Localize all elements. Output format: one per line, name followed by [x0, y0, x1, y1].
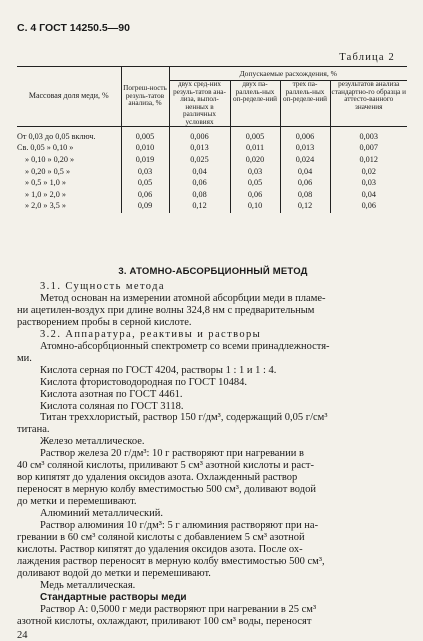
text-line: титана.: [17, 424, 50, 436]
text-line: лаждения раствор переносят в мерную колбу вместимостью 500 см³,: [17, 555, 325, 567]
text-line: переносят в мерную колбу вместимостью 500 см³, доливают водой: [17, 484, 316, 496]
tolerance-table: [17, 66, 407, 213]
value-cell: 0,12: [169, 201, 230, 213]
value-cell: 0,05: [230, 178, 280, 190]
value-cell: 0,019: [121, 155, 169, 167]
table-row: [17, 143, 407, 155]
col-header-error: Погреш-ность резуль-татов анализа, %: [121, 67, 169, 127]
value-cell: 0,05: [121, 178, 169, 190]
text-line: до метки и перемешивают.: [17, 496, 137, 508]
value-cell: 0,013: [169, 143, 230, 155]
value-cell: 0,007: [330, 143, 407, 155]
value-cell: 0,006: [169, 127, 230, 143]
value-cell: 0,06: [121, 189, 169, 201]
text-line: Кислота серная по ГОСТ 4204, растворы 1 : 1 и 1 : 4.: [40, 364, 277, 376]
text-line: 40 см³ соляной кислоты, приливают 5 см³ азотной кислоты и раст-: [17, 460, 314, 472]
text-line: Медь металлическая.: [40, 579, 136, 591]
subcol-header-2: двух па-раллель-ных оп-ределе-ний: [230, 80, 280, 126]
range-cell: » 0,10 » 0,20 »: [25, 155, 75, 165]
table-row: [17, 127, 407, 143]
text-line: кислоты. Раствор кипятят до удаления оксидов азота. После ох-: [17, 543, 303, 555]
value-cell: 0,04: [330, 189, 407, 201]
value-cell: 0,03: [230, 166, 280, 178]
value-cell: 0,006: [280, 127, 330, 143]
value-cell: 0,024: [280, 155, 330, 167]
value-cell: 0,06: [169, 178, 230, 190]
text-line: Раствор А: 0,5000 г меди растворяют при нагревании в 25 см³: [40, 603, 317, 615]
text-line: растворением пробы в серной кислоте.: [17, 316, 192, 328]
table-row: [17, 189, 407, 201]
table-row: [17, 166, 407, 178]
value-cell: 0,005: [230, 127, 280, 143]
text-line: гревании в 60 см³ соляной кислоты с добавлением 5 см³ азотной: [17, 531, 305, 543]
col-header-allowed: Допускаемые расхождения, %: [169, 67, 407, 81]
text-line: Раствор алюминия 10 г/дм³: 5 г алюминия растворяют при на-: [40, 520, 319, 531]
table-row: [17, 178, 407, 190]
value-cell: 0,020: [230, 155, 280, 167]
text-line: Раствор железа 20 г/дм³: 10 г растворяют при нагревании в: [40, 448, 304, 460]
value-cell: 0,06: [330, 201, 407, 213]
value-cell: 0,003: [330, 127, 407, 143]
value-cell: 0,005: [121, 127, 169, 143]
value-cell: 0,011: [230, 143, 280, 155]
subsection-title: 3.2. Аппаратура, реактивы и растворы: [40, 328, 262, 340]
range-cell: » 0,20 » 0,5 »: [25, 166, 71, 176]
subcol-header-4: результатов анализа стандартно-го образца и аттесто-ванного значения: [330, 80, 407, 126]
table-row: [17, 201, 407, 213]
value-cell: 0,02: [330, 166, 407, 178]
text-line: Титан треххлористый, раствор 150 г/дм³, содержащий 0,05 г/см³: [40, 412, 328, 424]
value-cell: 0,03: [121, 166, 169, 178]
range-cell: » 0,5 » 1,0 »: [25, 178, 66, 188]
range-cell: » 2,0 » 3,5 »: [25, 201, 66, 211]
value-cell: 0,08: [169, 189, 230, 201]
subcol-header-3: трех па-раллель-ных оп-ределе-ний: [280, 80, 330, 126]
text-line: доливают водой до метки и перемешивают.: [17, 567, 211, 579]
value-cell: 0,10: [230, 201, 280, 213]
text-line: азотной кислоты, охлаждают, приливают 100 см³ воды, переносят: [17, 615, 312, 627]
value-cell: 0,012: [330, 155, 407, 167]
value-cell: 0,013: [280, 143, 330, 155]
subcol-header-1: двух сред-них резуль-татов ана-лиза, выпол-ненных в различных условиях: [169, 80, 230, 126]
value-cell: 0,08: [280, 189, 330, 201]
text-line: Железо металлическое.: [40, 436, 145, 448]
text-line: ми.: [17, 352, 32, 364]
value-cell: 0,04: [169, 166, 230, 178]
subsection-title: Стандартные растворы меди: [40, 591, 187, 603]
range-cell: От 0,03 до 0,05 включ.: [17, 131, 96, 141]
range-cell: » 1,0 » 2,0 »: [25, 189, 66, 199]
subsection-title: 3.1. Сущность метода: [40, 281, 165, 292]
value-cell: 0,010: [121, 143, 169, 155]
section-heading: 3. АТОМНО-АБСОРБЦИОННЫЙ МЕТОД: [118, 266, 308, 277]
value-cell: 0,06: [280, 178, 330, 190]
text-line: вор кипятят до удаления оксидов азота. Охлажденный раствор: [17, 472, 298, 484]
text-line: Атомно-абсорбционный спектрометр со всеми принадлежностя-: [40, 340, 330, 352]
table-row: [17, 155, 407, 167]
col-header-mass-fraction: Массовая доля меди, %: [17, 67, 121, 127]
text-line: ни ацетилен-воздух при длине волны 324,8 нм с предварительным: [17, 304, 315, 316]
value-cell: 0,09: [121, 201, 169, 213]
value-cell: 0,04: [280, 166, 330, 178]
text-line: Алюминий металлический.: [40, 508, 163, 520]
text-line: Кислота фтористоводородная по ГОСТ 10484.: [40, 376, 248, 388]
text-line: Кислота соляная по ГОСТ 3118.: [40, 400, 184, 412]
value-cell: 0,12: [280, 201, 330, 213]
value-cell: 0,025: [169, 155, 230, 167]
value-cell: 0,06: [230, 189, 280, 201]
page-header: С. 4 ГОСТ 14250.5—90: [17, 22, 130, 34]
value-cell: 0,03: [330, 178, 407, 190]
text-line: Кислота азотная по ГОСТ 4461.: [40, 388, 183, 400]
text-line: Метод основан на измерении атомной абсорбции меди в пламе-: [40, 292, 326, 304]
table-caption: Таблица 2: [339, 52, 395, 63]
page-number: 24: [17, 629, 28, 641]
range-cell: Св. 0,05 » 0,10 »: [17, 143, 74, 153]
